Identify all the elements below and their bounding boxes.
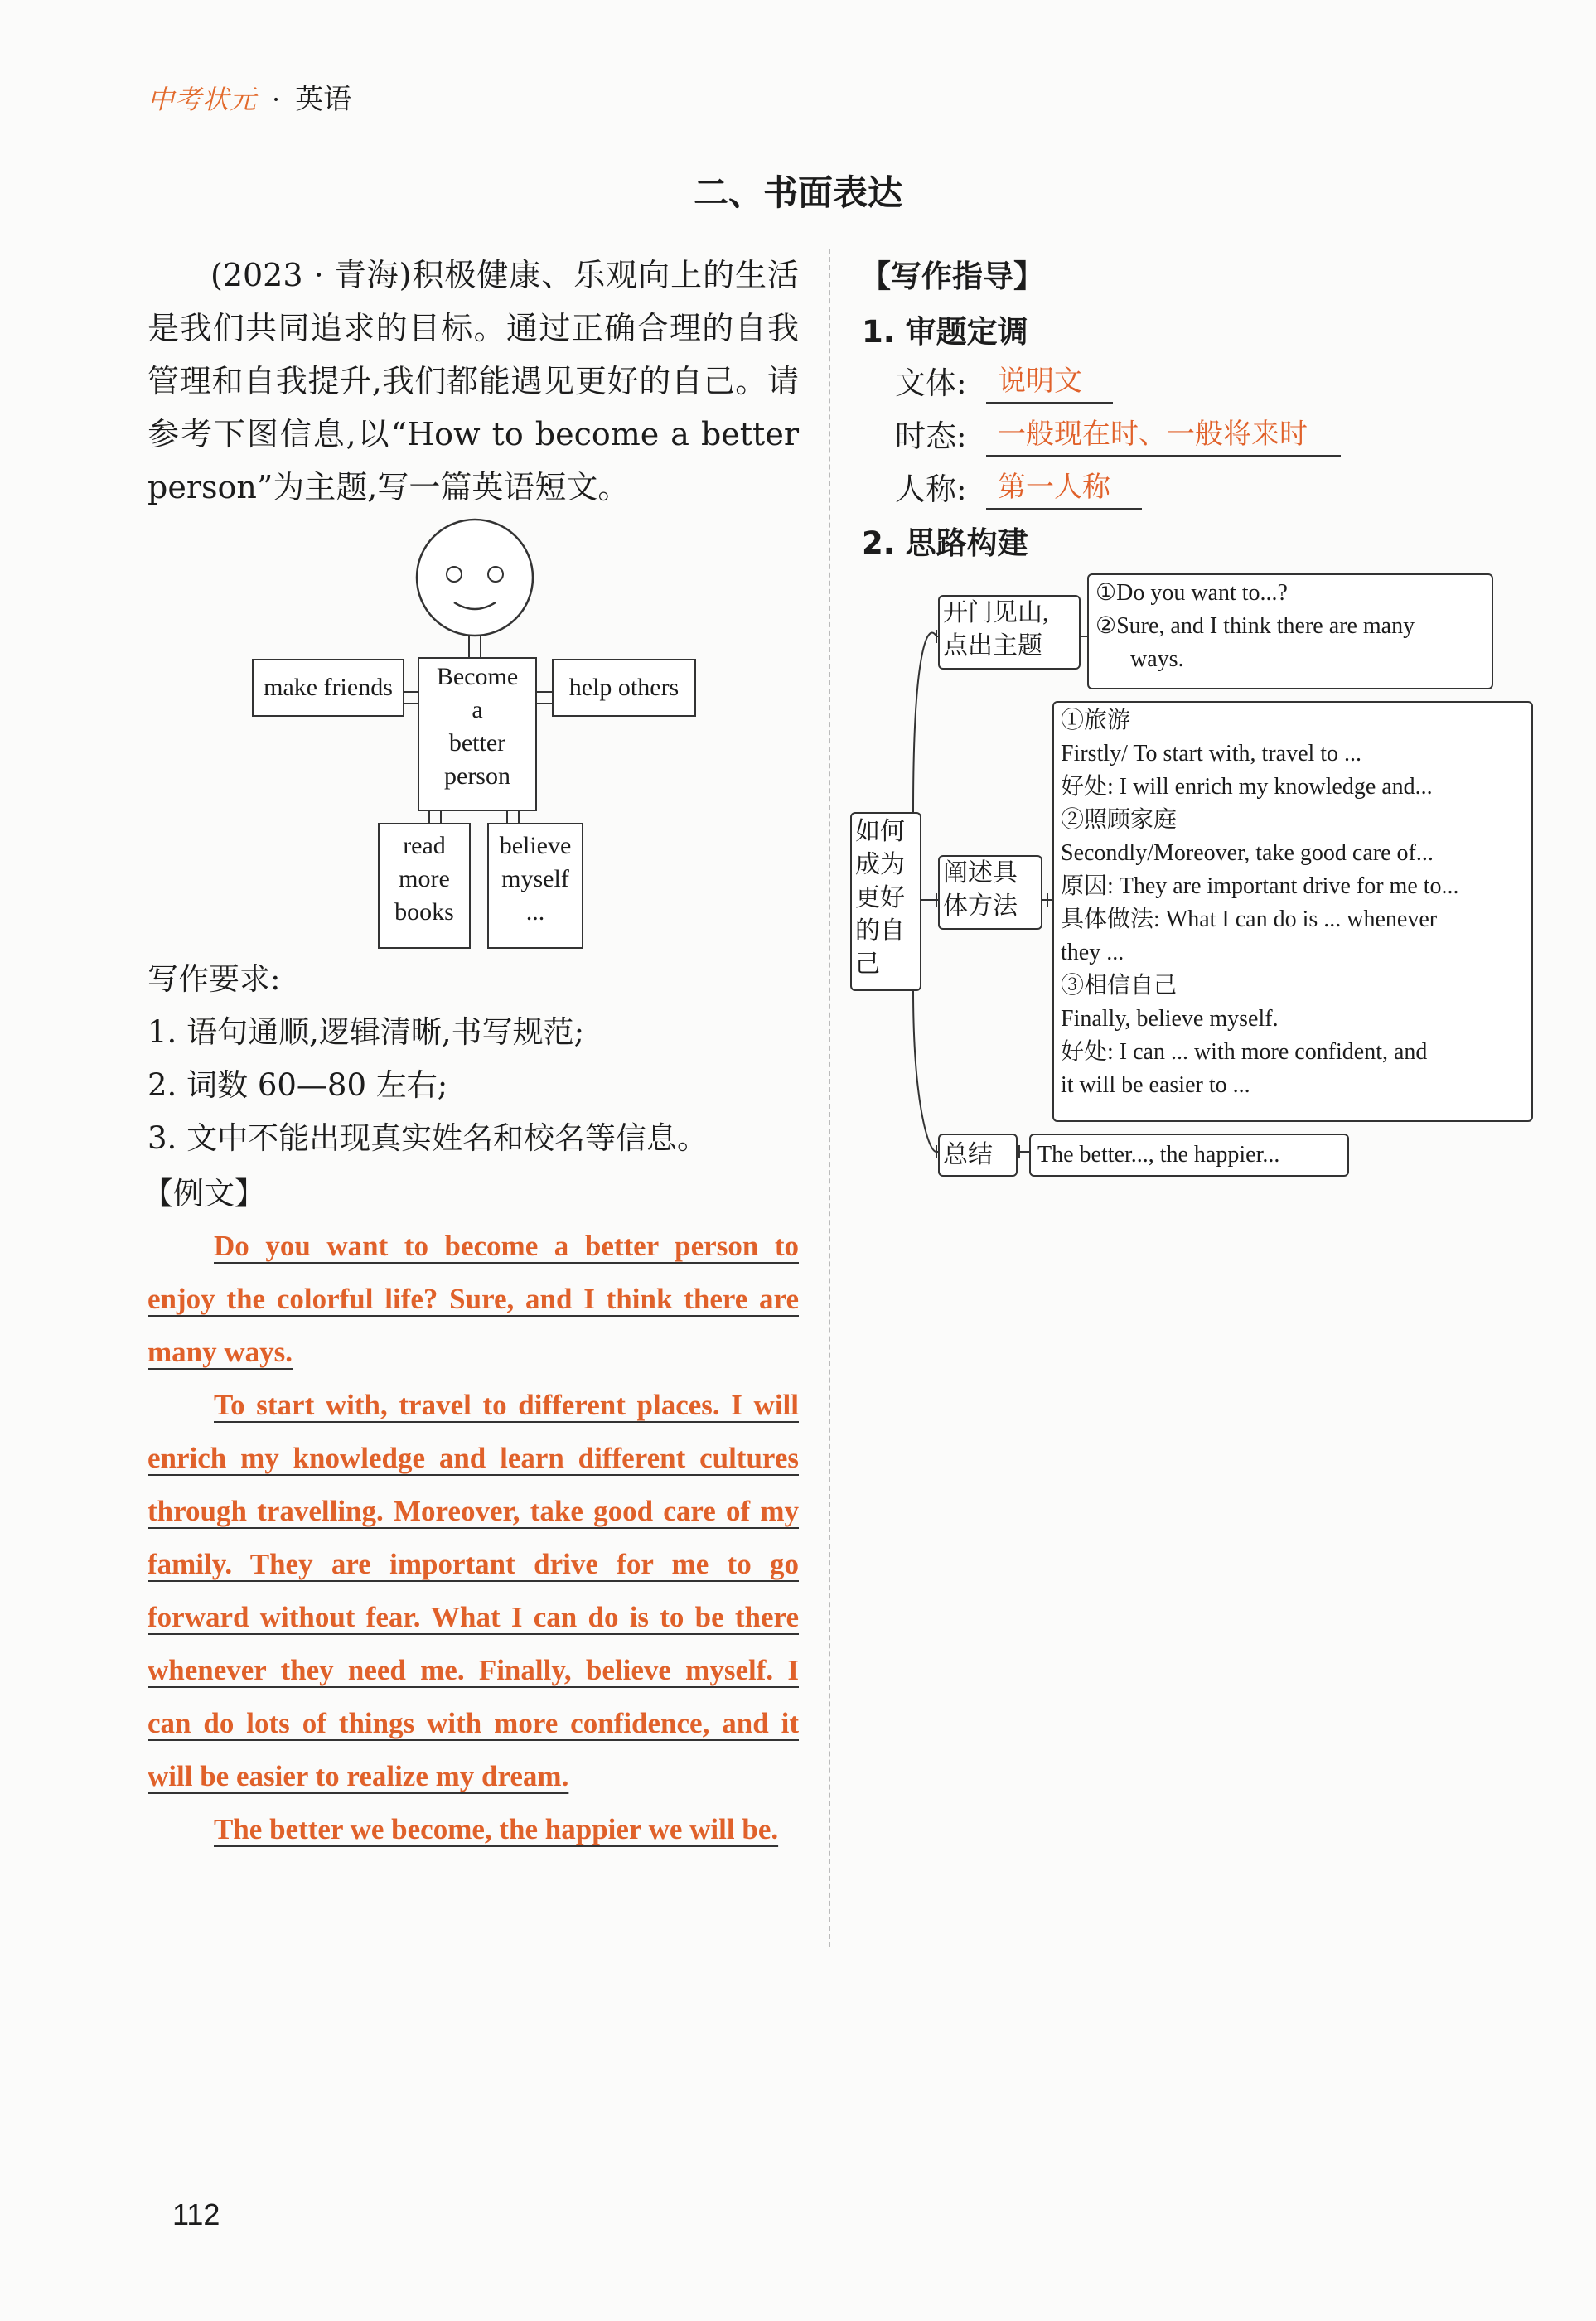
subject-label: 英语 [295,83,352,116]
tense-row [895,411,1308,456]
content-line: Finally, believe myself. [1061,1006,1279,1032]
content-line: 原因: They are important drive for me to... [1061,873,1459,899]
content-line: they ... [1061,940,1124,965]
person-value: 第一人称 [986,464,1142,510]
example-label: 【例文】 [143,1176,265,1211]
content-line: 具体做法: What I can do is ... whenever [1061,907,1438,932]
brand-logo: 中考状元 [148,84,258,115]
tense-label: 时态: [895,418,967,454]
branch-1-label [938,595,1081,670]
root-line: 己 [855,950,880,978]
make-friends-label: make friends [264,674,393,701]
guide-step-2: 2. 思路构建 [862,525,1028,561]
tense-value: 一般现在时、一般将来时 [986,411,1341,457]
genre-label: 文体: [895,365,967,401]
branch-label-line: 阐述具 [943,859,1018,887]
branch-2-label [938,855,1042,930]
help-others-label: help others [568,674,680,701]
requirement-item: 3. 文中不能出现真实姓名和校名等信息。 [148,1120,709,1156]
branch-3-label: 总结 [938,1134,1018,1177]
requirements-heading: 写作要求: [148,961,281,997]
right-leg-line-1: believe [499,832,572,859]
genre-row [895,358,1082,403]
requirement-item: 1. 语句通顺,逻辑清晰,书写规范; [148,1014,585,1050]
right-leg-line-2: myself [501,865,569,892]
writing-requirements [148,953,708,1165]
branch-2-content [1052,701,1533,1122]
content-line: 好处: I can ... with more confident, and [1061,1039,1428,1065]
make-friends-box [252,659,404,717]
root-line: 更好 [855,884,905,911]
branch-label-line: 体方法 [943,892,1018,920]
content-line: ②照顾家庭 [1061,807,1178,833]
essay-paragraph [148,1379,799,1803]
branch-label-line: 开门见山, [943,599,1049,626]
center-line-2: a [472,696,483,723]
prompt-text: (2023 · 青海)积极健康、乐观向上的生活是我们共同追求的目标。通过正确合理的自我管理和自我提升,我们都能遇见更好的自己。请参考下图信息,以“How to become a better person”为主题,写一篇英语短文。 [148,257,799,505]
page-header [148,76,351,118]
left-leg-line-1: read [403,832,446,859]
content-line: it will be easier to ... [1061,1072,1250,1098]
page-number: 112 [172,2198,220,2232]
branch-label-line: 点出主题 [943,632,1042,660]
left-leg-line-3: books [394,898,454,926]
content-line: ③相信自己 [1061,973,1178,999]
help-others-box [552,659,696,717]
stick-figure-diagram [240,518,704,949]
root-line: 成为 [855,851,905,878]
content-line: ①Do you want to...? [1095,580,1288,606]
column-divider [829,249,830,1947]
center-line-3: better [448,729,506,757]
essay-paragraph [148,1220,799,1379]
requirement-item: 2. 词数 60—80 左右; [148,1067,448,1103]
person-label: 人称: [895,471,967,507]
branch-1-content [1087,573,1493,689]
content-line: ways. [1130,646,1184,672]
genre-value: 说明文 [986,358,1113,404]
essay-paragraph-text: The better we become, the happier we will be. [214,1813,779,1845]
branch-3-content: The better..., the happier... [1029,1134,1349,1177]
root-line: 如何 [855,818,905,845]
guide-title: 【写作指导】 [860,259,1044,294]
left-leg-line-2: more [399,865,450,892]
content-line: ②Sure, and I think there are many [1095,613,1415,639]
example-essay [148,1220,799,1856]
writing-prompt [148,249,799,514]
mindmap-root [850,812,921,991]
center-line-1: Become [436,663,519,690]
right-leg-line-3: ... [525,898,545,926]
person-row [895,464,1110,509]
content-line: 好处: I will enrich my knowledge and... [1061,774,1433,800]
guide-step-1: 1. 审题定调 [862,314,1028,350]
content-line: ①旅游 [1061,708,1131,733]
center-line-4: person [444,762,510,790]
essay-paragraph [148,1803,799,1856]
essay-paragraph-text: To start with, travel to different places. I will enrich my knowledge and learn different cultures through travelling. Moreover, take good care of my family. They are important drive for me to go forward without fear. What I can do is to be there whenever they need me. Finally, believe myself. I can do lots of things with more confidence, and it will be easier to realize my dream. [148,1389,799,1792]
essay-paragraph-text: Do you want to become a better person to enjoy the colorful life? Sure, and I think there are many ways. [148,1230,799,1368]
header-separator: · [272,84,281,115]
section-title: 二、书面表达 [693,172,902,213]
read-more-books-box [378,823,471,949]
content-line: Firstly/ To start with, travel to ... [1061,741,1362,766]
become-better-person-box [418,657,537,811]
root-line: 的自 [855,917,905,945]
content-line: Secondly/Moreover, take good care of... [1061,840,1434,866]
believe-myself-box [487,823,583,949]
